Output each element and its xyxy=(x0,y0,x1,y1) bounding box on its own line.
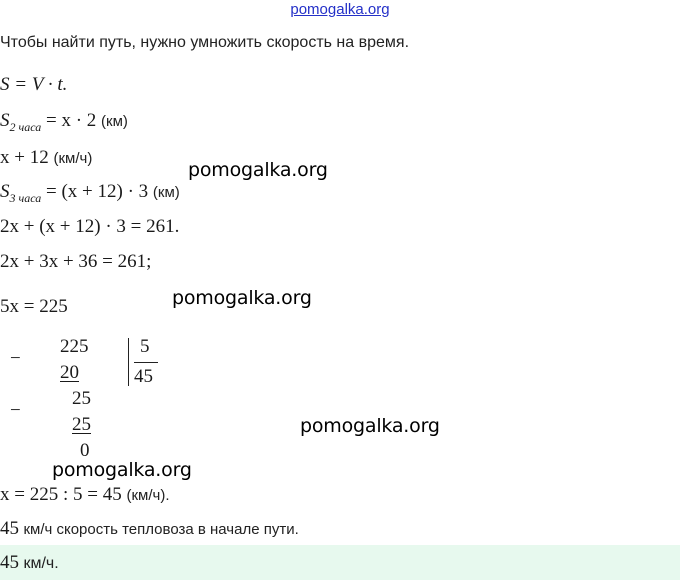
division-subtract-2: 25 xyxy=(72,414,91,435)
result-line xyxy=(0,484,169,506)
formula-three-hours-rhs: = (x + 12) · 3 xyxy=(46,181,149,202)
subscript-three-hours: 3 часа xyxy=(9,191,42,205)
formula-equation: 2x + (x + 12) · 3 = 261. xyxy=(0,216,180,237)
formula-two-hours-rhs: = x · 2 xyxy=(46,110,97,131)
watermark-link[interactable]: pomogalka.org xyxy=(290,1,390,18)
division-minus-1: − xyxy=(10,348,21,369)
division-quotient-line xyxy=(134,362,158,363)
unit-kmh-1: (км/ч) xyxy=(53,150,93,167)
division-vertical-bar xyxy=(128,338,129,386)
intro-text: Чтобы найти путь, нужно умножить скорость на время. xyxy=(0,34,410,51)
division-remainder-final: 0 xyxy=(80,440,90,461)
division-minus-2: − xyxy=(10,400,21,421)
answer-block xyxy=(0,545,680,580)
watermark-4: pomogalka.org xyxy=(52,459,192,481)
formula-speed-text: x + 12 xyxy=(0,147,49,168)
unit-km-1: (км) xyxy=(101,113,128,130)
formula-two-hours: $S_{2 часа} = x \cdot 2$ (км) xyxy=(0,110,128,134)
subscript-two-hours: 2 часа xyxy=(9,120,42,134)
answer-value: 45 xyxy=(0,552,19,573)
division-quotient: 45 xyxy=(134,366,153,387)
formula-speed xyxy=(0,147,92,169)
division-dividend: 225 xyxy=(60,336,89,357)
division-subtract-1: 20 xyxy=(60,362,79,383)
formula-three-hours: $S_{3 часа} = (x + 12) \cdot 3$ (км) xyxy=(0,181,180,205)
conclusion-value: 45 xyxy=(0,518,19,539)
watermark-2: pomogalka.org xyxy=(172,287,312,309)
conclusion-line xyxy=(0,518,299,540)
result-expression: x = 225 : 5 = 45 xyxy=(0,484,122,505)
formula-simplified: 5x = 225 xyxy=(0,296,68,317)
unit-km-2: (км) xyxy=(152,184,180,201)
division-remainder-1: 25 xyxy=(72,388,91,409)
watermark-3: pomogalka.org xyxy=(300,415,440,437)
division-divisor: 5 xyxy=(140,336,150,357)
formula-path-text: S = V · t. xyxy=(0,74,68,95)
answer-text: км/ч. xyxy=(23,555,59,572)
formula-path xyxy=(0,74,67,96)
result-unit: (км/ч). xyxy=(126,487,170,504)
answer-line xyxy=(0,552,59,574)
conclusion-text: км/ч скорость тепловоза в начале пути. xyxy=(23,521,299,538)
formula-expanded: 2x + 3x + 36 = 261; xyxy=(0,251,152,272)
watermark-1: pomogalka.org xyxy=(188,159,328,181)
